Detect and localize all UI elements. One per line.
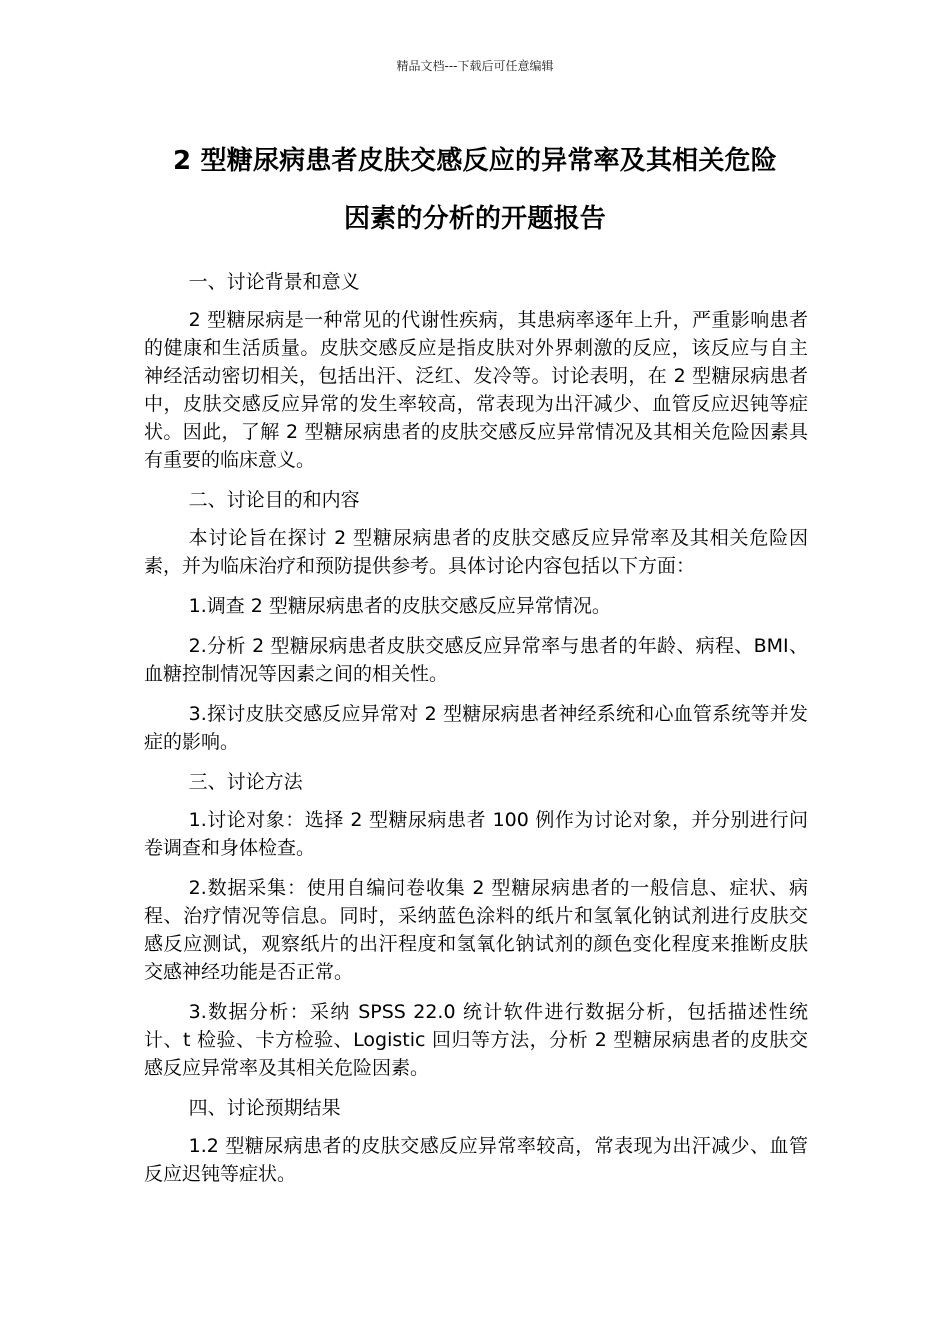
section-heading-expected-results: 四、讨论预期结果: [188, 1097, 341, 1119]
section-heading-purpose: 二、讨论目的和内容: [188, 489, 360, 511]
list-item-results-1: 1.2 型糖尿病患者的皮肤交感反应异常率较高，常表现为出汗减少、血管反应迟钝等症状。: [144, 1135, 808, 1185]
list-item-methods-2: 2.数据采集：使用自编问卷收集 2 型糖尿病患者的一般信息、症状、病程、治疗情况等信息。同时，采纳蓝色涂料的纸片和氢氧化钠试剂进行皮肤交感反应测试，观察纸片的出汗程度和氢氧化钠试剂的颜色变化程度来推断皮肤交感神经功能是否正常。: [144, 877, 808, 983]
header-note: 精品文档---下载后可任意编辑: [396, 59, 554, 73]
list-item-methods-1: 1.讨论对象：选择 2 型糖尿病患者 100 例作为讨论对象，并分别进行问卷调查和身体检查。: [144, 809, 808, 859]
section-heading-methods: 三、讨论方法: [188, 771, 303, 793]
list-item-purpose-2: 2.分析 2 型糖尿病患者皮肤交感反应异常率与患者的年龄、病程、BMI、血糖控制情况等因素之间的相关性。: [144, 635, 808, 685]
paragraph-purpose-intro: 本讨论旨在探讨 2 型糖尿病患者的皮肤交感反应异常率及其相关危险因素，并为临床治疗和预防提供参考。具体讨论内容包括以下方面：: [144, 527, 808, 577]
list-item-purpose-1: 1.调查 2 型糖尿病患者的皮肤交感反应异常情况。: [188, 595, 611, 617]
paragraph-background: 2 型糖尿病是一种常见的代谢性疾病，其患病率逐年上升，严重影响患者的健康和生活质量。皮肤交感反应是指皮肤对外界刺激的反应，该反应与自主神经活动密切相关，包括出汗、泛红、发冷等。讨论表明，在 2 型糖尿病患者中，皮肤交感反应异常的发生率较高，常表现为出汗减少、血管反应迟钝等症状。因此，了解 2 型糖尿病患者的皮肤交感反应异常情况及其相关危险因素具有重要的临床意义。: [144, 309, 808, 471]
title-line-2: 因素的分析的开题报告: [343, 204, 606, 234]
document-title: [120, 132, 830, 248]
document-body: [144, 268, 808, 1200]
title-line-1: 2 型糖尿病患者皮肤交感反应的异常率及其相关危险: [173, 146, 777, 176]
section-heading-background: 一、讨论背景和意义: [188, 271, 360, 293]
list-item-purpose-3: 3.探讨皮肤交感反应异常对 2 型糖尿病患者神经系统和心血管系统等并发症的影响。: [144, 703, 808, 753]
list-item-methods-3: 3.数据分析：采纳 SPSS 22.0 统计软件进行数据分析，包括描述性统计、t 检验、卡方检验、Logistic 回归等方法，分析 2 型糖尿病患者的皮肤交感反应异常率及其相关危险因素。: [144, 1001, 808, 1079]
